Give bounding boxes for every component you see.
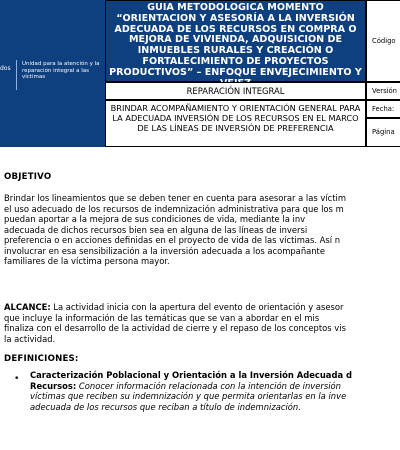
definition-line: [30, 402, 400, 413]
meta-codigo: Código: [366, 0, 400, 82]
process-name: REPARACIÓN INTEGRAL: [105, 82, 366, 100]
bullet-icon: •: [14, 374, 20, 384]
definition-text: víctimas que reciben su indemnización y que permita orientarlas en la inve: [30, 391, 347, 401]
meta-pagina: Página: [366, 118, 400, 147]
objetivo-line: adecuada de dichos recursos bien sea en alguna de las líneas de inversi: [4, 224, 308, 235]
alcance-paragraph: [4, 302, 400, 344]
definition-line: [30, 381, 400, 392]
logo-left-text: dos: [0, 65, 11, 72]
logo-text: Unidad para la atención y la reparación integral a las víctimas: [22, 61, 100, 80]
definition-term: Recursos:: [30, 380, 77, 391]
definition-title: [30, 370, 400, 381]
alcance-line: [4, 302, 400, 313]
alcance-line: la actividad.: [4, 333, 56, 344]
definition-title-text: Caracterización Poblacional y Orientación a la Inversión Adecuada d: [30, 370, 353, 380]
procedure-description: BRINDAR ACOMPAÑAMIENTO Y ORIENTACIÓN GENERAL PARA LA ADECUADA INVERSIÓN DE LOS RECURSOS EN EL MARCO DE LAS LÍNEAS DE INVERSIÓN DE PREFERENCIA: [105, 100, 366, 147]
definition-text: Conocer información relacionada con la intención de inversión: [76, 380, 341, 391]
alcance-line-text: La actividad inicia con la apertura del evento de orientación y asesor: [50, 302, 344, 312]
institution-logo: [0, 0, 105, 147]
alcance-line: finaliza con el desarrollo de la actividad de cierre y el repaso de los conceptos vis: [4, 323, 346, 333]
logo-divider: [16, 60, 17, 90]
definition-text: adecuada de los recursos que reciban a título de indemnización.: [30, 401, 301, 412]
alcance-line: que incluye la información de las temáticas que se van a abordar en el mis: [4, 312, 320, 323]
meta-version: Versión: [366, 82, 400, 100]
document-title: GUIA METODOLOGICA MOMENTO “ORIENTACION Y ASESORÍA A LA INVERSIÓN ADECUADA DE LOS RECURSOS EN COMPRA O MEJORA DE VIVIENDA, ADQUISICION DE INMUEBLES RURALES Y CREACIÓN O FORTALECIMIENTO DE PROYECTOS PRODUCTIVOS” – ENFOQUE ENVEJECIMIENTO Y VEJEZ: [105, 0, 366, 82]
definiciones-heading: DEFINICIONES:: [4, 354, 79, 364]
definition-item: [30, 370, 400, 412]
objetivo-line: involucrar en esa sensibilización a la inversión adecuada a los acompañante: [4, 245, 325, 256]
document-header: [0, 0, 400, 147]
objetivo-line: puedan aportar a la mejora de sus condiciones de vida, mediante la inv: [4, 214, 306, 224]
meta-fecha: Fecha:: [366, 100, 400, 118]
objetivo-line: familiares de la víctima persona mayor.: [4, 256, 170, 266]
objetivo-paragraph: [4, 193, 400, 267]
alcance-label: ALCANCE:: [4, 302, 51, 312]
definition-line: [30, 391, 400, 402]
objetivo-line: Brindar los lineamientos que se deben tener en cuenta para asesorar a las víctim: [4, 193, 347, 203]
objetivo-line: el uso adecuado de los recursos de indemnización administrativa para que los m: [4, 203, 344, 214]
objetivo-line: preferencia o en acciones definidas en el proyecto de vida de las víctimas. Así n: [4, 235, 341, 245]
objetivo-heading: OBJETIVO: [4, 172, 52, 182]
